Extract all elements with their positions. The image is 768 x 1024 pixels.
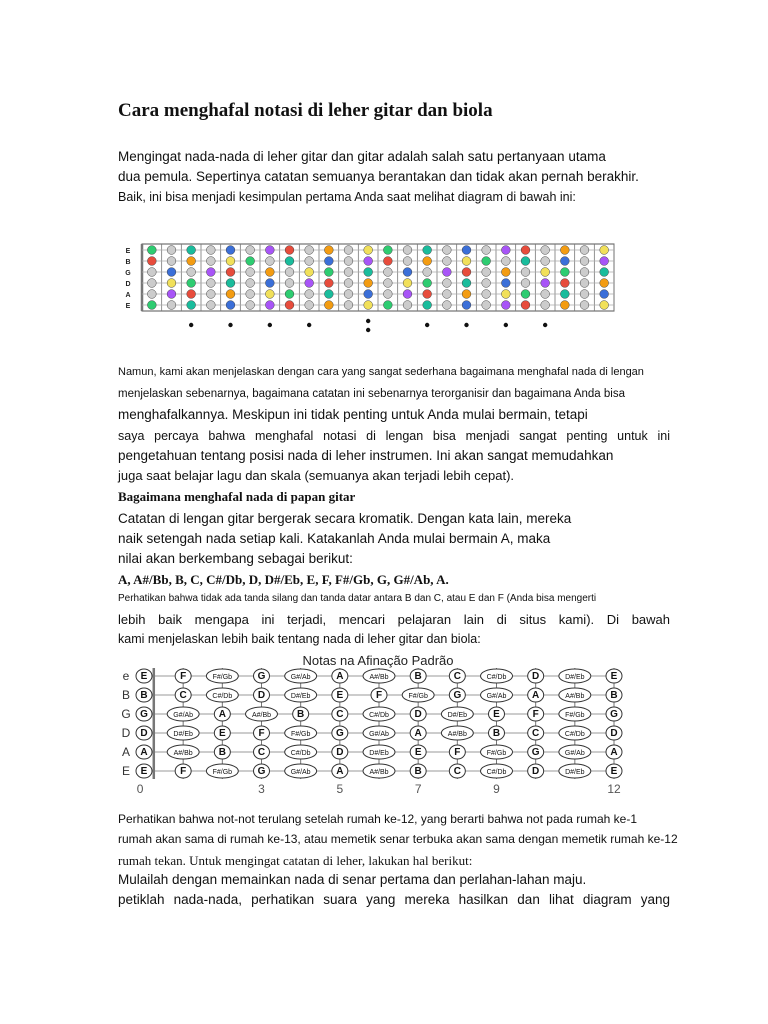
note-dot	[167, 246, 176, 255]
note-dot	[521, 257, 530, 266]
note-dot	[265, 301, 274, 310]
note-dot	[442, 290, 451, 299]
note-dot	[206, 290, 215, 299]
note-dot	[246, 268, 255, 277]
note-label: D	[610, 728, 618, 739]
intro-line-1: Mengingat nada-nada di leher gitar dan gitar adalah salah satu pertanyaan utama	[118, 149, 606, 164]
note-dot	[442, 268, 451, 277]
note-label: F#/Gb	[486, 750, 507, 757]
para5-line-1: Perhatikan bahwa not-not terulang setelah rumah ke-12, yang berarti bahwa not pada rumah ke-1	[118, 812, 637, 826]
inlay-dot	[425, 323, 429, 327]
note-dot	[167, 268, 176, 277]
note-label: B	[414, 671, 422, 682]
note-dot	[187, 279, 196, 288]
note-dot	[580, 257, 589, 266]
note-dot	[462, 279, 471, 288]
note-dot	[206, 257, 215, 266]
note-dot	[226, 257, 235, 266]
inlay-dot	[464, 323, 468, 327]
note-dot	[462, 268, 471, 277]
note-label: B	[610, 690, 618, 701]
note-dot	[285, 290, 294, 299]
note-dot	[305, 290, 314, 299]
note-label: D#/Eb	[173, 731, 193, 738]
note-dot	[423, 268, 432, 277]
note-dot	[442, 246, 451, 255]
note-label: G	[140, 709, 148, 720]
note-label: A	[532, 690, 540, 701]
para5-line-2: rumah akan sama di rumah ke-13, atau memetik senar terbuka akan sama dengan memetik rumah ke-12	[118, 832, 678, 846]
note-dot	[580, 301, 589, 310]
note-label: C#/Db	[564, 731, 585, 738]
note-dot	[305, 257, 314, 266]
note-label: D#/Eb	[447, 712, 468, 719]
note-label: D#/Eb	[369, 750, 389, 757]
fret-number: 0	[136, 782, 144, 796]
note-dot	[167, 279, 176, 288]
note-label: D#/Eb	[565, 769, 585, 776]
inlay-dot	[543, 323, 547, 327]
note-dot	[482, 246, 491, 255]
note-dot	[521, 301, 530, 310]
note-label: G#/Ab	[486, 693, 507, 700]
note-label: G	[257, 766, 266, 777]
note-label: G	[453, 690, 462, 701]
note-dot	[364, 257, 373, 266]
note-label: D	[414, 709, 422, 720]
note-dot	[305, 246, 314, 255]
note-dot	[383, 301, 392, 310]
note-label: A	[336, 766, 344, 777]
note-dot	[305, 268, 314, 277]
note-dot	[324, 290, 333, 299]
note-label: C	[257, 747, 266, 758]
note-dot	[383, 279, 392, 288]
note-dot	[147, 301, 156, 310]
note-dot	[501, 257, 510, 266]
note-label: G#/Ab	[173, 712, 194, 719]
note-dot	[521, 268, 530, 277]
note-label: D	[140, 728, 148, 739]
note-dot	[580, 290, 589, 299]
note-dot	[285, 257, 294, 266]
page-title: Cara menghafal notasi di leher gitar dan biola	[118, 100, 493, 121]
note-label: C#/Db	[486, 674, 507, 681]
intro-line-3: Baik, ini bisa menjadi kesimpulan pertama Anda saat melihat diagram di bawah ini:	[118, 190, 576, 204]
note-dot	[187, 246, 196, 255]
note-dot	[206, 301, 215, 310]
note-dot	[147, 279, 156, 288]
note-dot	[187, 257, 196, 266]
note-label: A	[140, 747, 148, 758]
note-dot	[462, 257, 471, 266]
note-label: E	[493, 709, 500, 720]
fret-number: 5	[336, 782, 344, 796]
note-dot	[344, 268, 353, 277]
note-label: F	[532, 709, 539, 720]
fret-number: 12	[607, 782, 621, 796]
note-label: A#/Bb	[369, 674, 389, 681]
note-label: G#/Ab	[290, 674, 311, 681]
section-heading: Bagaimana menghafal nada di papan gitar	[118, 489, 356, 504]
para2-line-3: menghafalkannya. Meskipun ini tidak penting untuk Anda mulai bermain, tetapi	[118, 407, 588, 422]
para4-line-1: Perhatikan bahwa tidak ada tanda silang dan tanda datar antara B dan C, atau E dan F (Anda bisa mengerti	[118, 593, 597, 604]
note-dot	[344, 279, 353, 288]
inlay-dot	[366, 319, 370, 323]
note-dot	[560, 279, 569, 288]
note-dot	[305, 301, 314, 310]
note-label: A#/Bb	[447, 731, 467, 738]
note-dot	[285, 279, 294, 288]
note-dot	[324, 268, 333, 277]
note-dot	[344, 257, 353, 266]
note-dot	[600, 279, 609, 288]
note-dot	[285, 246, 294, 255]
note-dot	[265, 246, 274, 255]
note-label: B	[297, 709, 305, 720]
note-label: C	[453, 766, 461, 777]
note-dot	[423, 279, 432, 288]
para3-line-1: Catatan di lengan gitar bergerak secara kromatik. Dengan kata lain, mereka	[118, 511, 572, 526]
note-label: B	[414, 766, 422, 777]
note-label: B	[218, 747, 226, 758]
note-dot	[482, 279, 491, 288]
note-dot	[560, 268, 569, 277]
note-dot	[541, 246, 550, 255]
string-label: E	[125, 303, 131, 310]
note-dot	[521, 246, 530, 255]
note-dot	[344, 246, 353, 255]
note-dot	[482, 257, 491, 266]
fret-number: 3	[258, 782, 265, 796]
string-label: B	[125, 259, 131, 266]
note-label: C#/Db	[290, 750, 311, 757]
standard-tuning-notes-diagram	[118, 652, 638, 802]
fret-number: 7	[414, 782, 422, 796]
para2-line-1: Namun, kami akan menjelaskan dengan cara yang sangat sederhana bagaimana menghafal nada di lengan	[118, 366, 644, 378]
note-dot	[206, 246, 215, 255]
note-label: E	[218, 728, 226, 739]
note-label: A	[336, 671, 344, 682]
note-dot	[403, 279, 412, 288]
note-dot	[206, 268, 215, 277]
note-dot	[482, 268, 491, 277]
note-label: F#/Gb	[290, 731, 311, 738]
note-label: E	[610, 671, 618, 682]
note-dot	[541, 279, 550, 288]
note-label: F#/Gb	[212, 674, 233, 681]
note-dot	[246, 246, 255, 255]
inlay-dot	[189, 323, 193, 327]
note-label: F	[454, 747, 461, 758]
note-dot	[383, 290, 392, 299]
note-dot	[442, 301, 451, 310]
inlay-dot	[307, 323, 311, 327]
note-label: C	[453, 671, 461, 682]
note-dot	[521, 290, 530, 299]
para5-line-5: petiklah nada-nada, perhatikan suara yang mereka hasilkan dan lihat diagram yang	[118, 892, 670, 907]
diagram-title: Notas na Afinação Padrão	[302, 653, 454, 668]
note-dot	[482, 290, 491, 299]
para4-line-3: kami menjelaskan lebih baik tentang nada di leher gitar dan biola:	[118, 632, 481, 646]
note-dot	[383, 257, 392, 266]
para2-line-2: menjelaskan sebenarnya, bagaimana catatan ini sebenarnya terorganisir dan bagaimana Anda bisa	[118, 388, 625, 400]
note-dot	[600, 301, 609, 310]
note-dot	[580, 279, 589, 288]
note-label: E	[610, 766, 618, 777]
note-label: G#/Ab	[290, 769, 311, 776]
note-dot	[364, 246, 373, 255]
string-label: G	[121, 707, 131, 721]
note-dot	[541, 268, 550, 277]
note-label: C#/Db	[212, 693, 233, 700]
note-dot	[600, 268, 609, 277]
note-dot	[501, 301, 510, 310]
string-label: E	[121, 764, 131, 778]
note-dot	[285, 268, 294, 277]
note-label: A#/Bb	[565, 693, 585, 700]
note-dot	[560, 257, 569, 266]
string-label: D	[125, 281, 131, 288]
note-dot	[167, 257, 176, 266]
note-dot	[462, 290, 471, 299]
note-label: C#/Db	[486, 769, 507, 776]
note-label: F#/Gb	[212, 769, 233, 776]
note-label: F	[258, 728, 265, 739]
string-label: B	[121, 688, 131, 702]
note-dot	[403, 246, 412, 255]
colored-fretboard-diagram	[118, 240, 618, 340]
note-dot	[423, 246, 432, 255]
inlay-dot	[268, 323, 272, 327]
note-dot	[364, 268, 373, 277]
note-label: C	[532, 728, 540, 739]
note-label: E	[140, 671, 148, 682]
note-dot	[226, 279, 235, 288]
note-dot	[560, 301, 569, 310]
string-label: A	[125, 292, 131, 299]
note-label: G	[610, 709, 618, 720]
note-dot	[344, 290, 353, 299]
note-dot	[167, 290, 176, 299]
note-dot	[600, 246, 609, 255]
note-label: A	[414, 728, 422, 739]
note-dot	[187, 290, 196, 299]
note-dot	[541, 301, 550, 310]
note-dot	[147, 290, 156, 299]
note-label: E	[140, 766, 148, 777]
note-dot	[403, 268, 412, 277]
note-label: E	[414, 747, 422, 758]
note-label: G	[335, 728, 344, 739]
inlay-dot	[228, 323, 232, 327]
note-label: D	[532, 766, 540, 777]
string-label: D	[121, 726, 131, 740]
note-dot	[560, 246, 569, 255]
note-dot	[423, 301, 432, 310]
note-dot	[580, 246, 589, 255]
para2-line-6: juga saat belajar lagu dan skala (semuanya akan terjadi lebih cepat).	[118, 468, 515, 483]
note-dot	[364, 301, 373, 310]
note-dot	[600, 257, 609, 266]
note-label: G#/Ab	[369, 731, 389, 738]
note-dot	[501, 279, 510, 288]
para2-line-5: pengetahuan tentang posisi nada di leher instrumen. Ini akan sangat memudahkan	[118, 448, 614, 463]
note-dot	[324, 301, 333, 310]
note-dot	[580, 268, 589, 277]
note-dot	[403, 290, 412, 299]
note-label: D	[532, 671, 540, 682]
note-dot	[462, 246, 471, 255]
string-label: e	[122, 669, 130, 683]
note-dot	[364, 290, 373, 299]
note-dot	[324, 279, 333, 288]
note-dot	[147, 257, 156, 266]
note-dot	[187, 268, 196, 277]
note-label: G#/Ab	[564, 750, 585, 757]
note-dot	[462, 301, 471, 310]
note-label: A	[218, 709, 226, 720]
note-label: B	[140, 690, 148, 701]
note-dot	[265, 290, 274, 299]
note-label: E	[336, 690, 344, 701]
string-label: A	[121, 745, 131, 759]
note-dot	[246, 301, 255, 310]
note-dot	[187, 301, 196, 310]
fret-number: 9	[493, 782, 500, 796]
note-label: A	[610, 747, 618, 758]
note-label: C#/Db	[369, 712, 389, 719]
note-label: D#/Eb	[290, 693, 311, 700]
note-label: G	[531, 747, 540, 758]
note-dot	[501, 290, 510, 299]
note-dot	[482, 301, 491, 310]
note-label: F	[180, 766, 187, 777]
note-label: F#/Gb	[565, 712, 585, 719]
note-dot	[324, 246, 333, 255]
inlay-dot	[504, 323, 508, 327]
para3-line-3: nilai akan berkembang sebagai berikut:	[118, 551, 353, 566]
note-dot	[541, 290, 550, 299]
note-dot	[305, 279, 314, 288]
inlay-dot	[366, 328, 370, 332]
note-label: F	[375, 690, 383, 701]
note-label: C	[336, 709, 344, 720]
note-dot	[501, 246, 510, 255]
note-dot	[383, 246, 392, 255]
note-label: A#/Bb	[369, 769, 389, 776]
para4-line-2: lebih baik mengapa ini terjadi, mencari pelajaran lain di situs kami). Di bawah	[118, 612, 670, 627]
note-dot	[423, 290, 432, 299]
note-label: B	[492, 728, 501, 739]
intro-line-2: dua pemula. Sepertinya catatan semuanya berantakan dan tidak akan pernah berakhir.	[118, 169, 639, 184]
para5-line-3: rumah tekan. Untuk mengingat catatan di leher, lakukan hal berikut:	[118, 853, 473, 868]
note-dot	[147, 246, 156, 255]
note-dot	[206, 279, 215, 288]
note-dot	[226, 290, 235, 299]
note-dot	[521, 279, 530, 288]
note-dot	[541, 257, 550, 266]
note-label: A#/Bb	[173, 750, 193, 757]
note-dot	[403, 257, 412, 266]
note-dot	[147, 268, 156, 277]
note-label: F#/Gb	[408, 693, 428, 700]
note-label: D	[257, 690, 266, 701]
note-dot	[344, 301, 353, 310]
note-dot	[246, 257, 255, 266]
note-dot	[600, 290, 609, 299]
note-dot	[226, 246, 235, 255]
note-dot	[265, 279, 274, 288]
string-label: G	[125, 270, 131, 277]
note-label: F	[180, 671, 187, 682]
note-dot	[560, 290, 569, 299]
note-dot	[423, 257, 432, 266]
string-label: E	[125, 248, 131, 255]
note-dot	[285, 301, 294, 310]
note-sequence: A, A#/Bb, B, C, C#/Db, D, D#/Eb, E, F, F#/Gb, G, G#/Ab, A.	[118, 572, 449, 587]
note-dot	[403, 301, 412, 310]
note-dot	[167, 301, 176, 310]
note-label: D	[336, 747, 344, 758]
note-dot	[442, 257, 451, 266]
note-label: C	[179, 690, 187, 701]
note-dot	[246, 290, 255, 299]
para2-line-4: saya percaya bahwa menghafal notasi di lengan bisa menjadi sangat penting untuk ini	[118, 429, 670, 443]
note-dot	[324, 257, 333, 266]
note-label: D#/Eb	[565, 674, 585, 681]
para5-line-4: Mulailah dengan memainkan nada di senar pertama dan perlahan-lahan maju.	[118, 872, 587, 887]
note-dot	[442, 279, 451, 288]
note-dot	[265, 268, 274, 277]
note-dot	[226, 301, 235, 310]
para3-line-2: naik setengah nada setiap kali. Katakanlah Anda mulai bermain A, maka	[118, 531, 551, 546]
note-dot	[364, 279, 373, 288]
note-label: A#/Bb	[251, 712, 272, 719]
note-dot	[265, 257, 274, 266]
note-dot	[383, 268, 392, 277]
note-dot	[501, 268, 510, 277]
note-dot	[246, 279, 255, 288]
note-label: G	[257, 671, 266, 682]
note-dot	[226, 268, 235, 277]
